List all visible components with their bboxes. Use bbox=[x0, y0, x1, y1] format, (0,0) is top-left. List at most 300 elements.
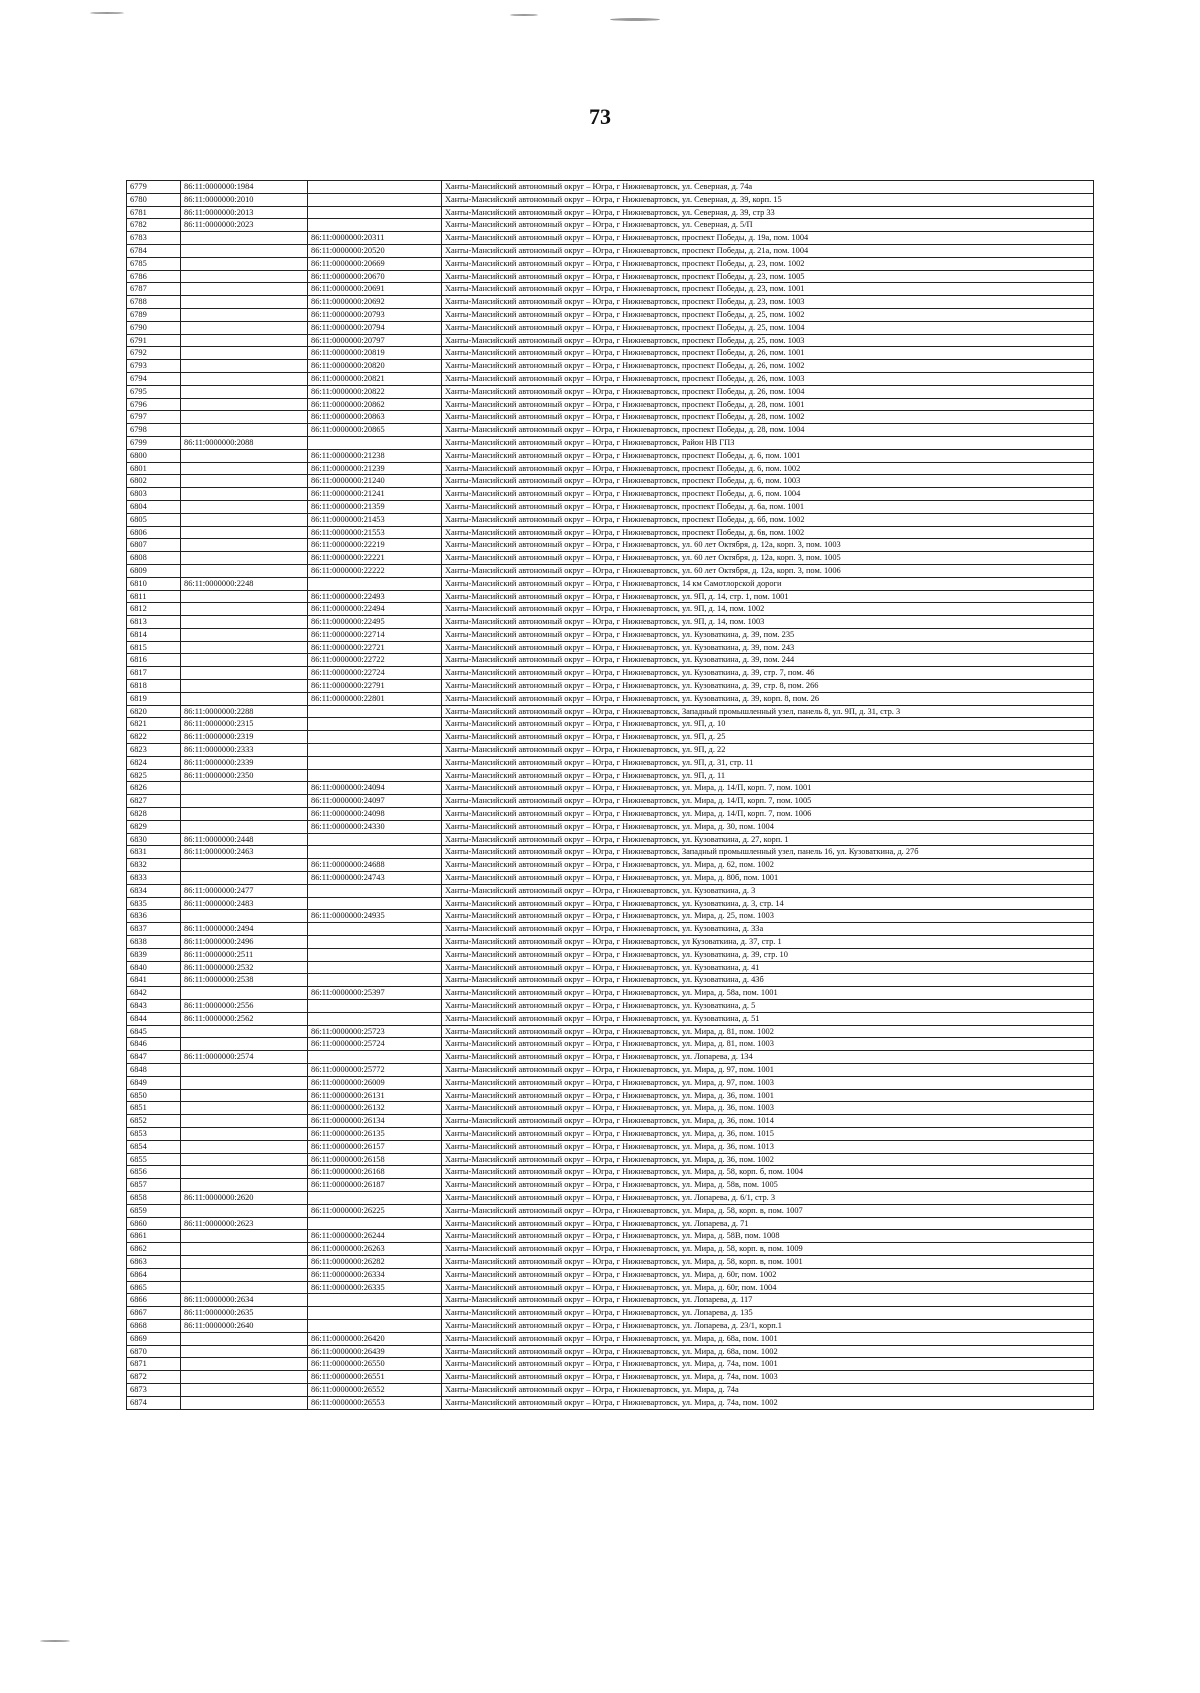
table-row bbox=[127, 1230, 1094, 1243]
object-number-cell: 86:11:0000000:20862 bbox=[308, 398, 442, 411]
object-number-cell bbox=[308, 974, 442, 987]
table-row bbox=[127, 1319, 1094, 1332]
object-number-cell: 86:11:0000000:24688 bbox=[308, 859, 442, 872]
parcel-number-cell bbox=[181, 1115, 308, 1128]
table-row bbox=[127, 513, 1094, 526]
object-number-cell bbox=[308, 756, 442, 769]
object-number-cell: 86:11:0000000:22714 bbox=[308, 628, 442, 641]
parcel-number-cell: 86:11:0000000:2350 bbox=[181, 769, 308, 782]
table-row bbox=[127, 411, 1094, 424]
address-cell: Ханты-Мансийский автономный округ – Югра, г Нижневартовск, ул. Лопарева, д. 134 bbox=[442, 1051, 1094, 1064]
address-cell: Ханты-Мансийский автономный округ – Югра, г Нижневартовск, проспект Победы, д. 19а, пом. 1004 bbox=[442, 232, 1094, 245]
table-row bbox=[127, 1166, 1094, 1179]
address-cell: Ханты-Мансийский автономный округ – Югра, г Нижневартовск, ул. 9П, д. 22 bbox=[442, 744, 1094, 757]
address-cell: Ханты-Мансийский автономный округ – Югра, г Нижневартовск, ул. Мира, д. 58, корп. в, пом. 1007 bbox=[442, 1204, 1094, 1217]
parcel-number-cell bbox=[181, 475, 308, 488]
row-number-cell: 6842 bbox=[127, 987, 181, 1000]
parcel-number-cell bbox=[181, 1371, 308, 1384]
table-row bbox=[127, 500, 1094, 513]
table-row bbox=[127, 1332, 1094, 1345]
row-number-cell: 6793 bbox=[127, 360, 181, 373]
object-number-cell bbox=[308, 897, 442, 910]
row-number-cell: 6871 bbox=[127, 1358, 181, 1371]
parcel-number-cell bbox=[181, 385, 308, 398]
parcel-number-cell bbox=[181, 1255, 308, 1268]
object-number-cell: 86:11:0000000:22221 bbox=[308, 552, 442, 565]
table-row bbox=[127, 1396, 1094, 1409]
table-row bbox=[127, 1217, 1094, 1230]
parcel-number-cell: 86:11:0000000:2339 bbox=[181, 756, 308, 769]
address-cell: Ханты-Мансийский автономный округ – Югра, г Нижневартовск, ул. Кузоваткина, д. 27, корп. 1 bbox=[442, 833, 1094, 846]
address-cell: Ханты-Мансийский автономный округ – Югра, г Нижневартовск, ул. Мира, д. 58, корп. б, пом. 1004 bbox=[442, 1166, 1094, 1179]
object-number-cell: 86:11:0000000:26009 bbox=[308, 1076, 442, 1089]
address-cell: Ханты-Мансийский автономный округ – Югра, г Нижневартовск, ул. Мира, д. 74а bbox=[442, 1383, 1094, 1396]
address-cell: Ханты-Мансийский автономный округ – Югра, г Нижневартовск, Район НВ ГПЗ bbox=[442, 436, 1094, 449]
table-row bbox=[127, 1307, 1094, 1320]
object-number-cell bbox=[308, 923, 442, 936]
address-cell: Ханты-Мансийский автономный округ – Югра, г Нижневартовск, проспект Победы, д. 28, пом. 1004 bbox=[442, 424, 1094, 437]
row-number-cell: 6849 bbox=[127, 1076, 181, 1089]
object-number-cell: 86:11:0000000:22724 bbox=[308, 667, 442, 680]
row-number-cell: 6813 bbox=[127, 616, 181, 629]
row-number-cell: 6826 bbox=[127, 782, 181, 795]
object-number-cell bbox=[308, 1307, 442, 1320]
address-cell: Ханты-Мансийский автономный округ – Югра, г Нижневартовск, проспект Победы, д. 25, пом. 1003 bbox=[442, 334, 1094, 347]
address-cell: Ханты-Мансийский автономный округ – Югра, г Нижневартовск, ул. Мира, д. 81, пом. 1003 bbox=[442, 1038, 1094, 1051]
object-number-cell: 86:11:0000000:26552 bbox=[308, 1383, 442, 1396]
row-number-cell: 6802 bbox=[127, 475, 181, 488]
object-number-cell: 86:11:0000000:20865 bbox=[308, 424, 442, 437]
address-cell: Ханты-Мансийский автономный округ – Югра, г Нижневартовск, ул. Мира, д. 97, пом. 1003 bbox=[442, 1076, 1094, 1089]
object-number-cell bbox=[308, 1000, 442, 1013]
table-row bbox=[127, 769, 1094, 782]
table-row bbox=[127, 859, 1094, 872]
parcel-number-cell bbox=[181, 910, 308, 923]
parcel-number-cell: 86:11:0000000:2640 bbox=[181, 1319, 308, 1332]
table-row bbox=[127, 948, 1094, 961]
row-number-cell: 6835 bbox=[127, 897, 181, 910]
parcel-number-cell bbox=[181, 257, 308, 270]
parcel-number-cell bbox=[181, 1281, 308, 1294]
scan-speck bbox=[90, 12, 124, 14]
row-number-cell: 6792 bbox=[127, 347, 181, 360]
table-row bbox=[127, 718, 1094, 731]
object-number-cell: 86:11:0000000:22721 bbox=[308, 641, 442, 654]
address-cell: Ханты-Мансийский автономный округ – Югра, г Нижневартовск, ул. Северная, д. 74а bbox=[442, 181, 1094, 194]
address-cell: Ханты-Мансийский автономный округ – Югра, г Нижневартовск, ул. Лопарева, д. 117 bbox=[442, 1294, 1094, 1307]
parcel-number-cell bbox=[181, 488, 308, 501]
object-number-cell: 86:11:0000000:24743 bbox=[308, 872, 442, 885]
registry-body bbox=[127, 181, 1094, 1410]
object-number-cell bbox=[308, 1319, 442, 1332]
parcel-number-cell: 86:11:0000000:2556 bbox=[181, 1000, 308, 1013]
table-row bbox=[127, 795, 1094, 808]
parcel-number-cell bbox=[181, 1268, 308, 1281]
table-row bbox=[127, 1371, 1094, 1384]
object-number-cell: 86:11:0000000:20820 bbox=[308, 360, 442, 373]
table-row bbox=[127, 1345, 1094, 1358]
parcel-number-cell bbox=[181, 782, 308, 795]
parcel-number-cell: 86:11:0000000:2288 bbox=[181, 705, 308, 718]
object-number-cell: 86:11:0000000:26134 bbox=[308, 1115, 442, 1128]
address-cell: Ханты-Мансийский автономный округ – Югра, г Нижневартовск, ул. Мира, д. 58, корп. в, пом. 1009 bbox=[442, 1243, 1094, 1256]
page-number: 73 bbox=[589, 104, 611, 129]
table-row bbox=[127, 1051, 1094, 1064]
row-number-cell: 6834 bbox=[127, 884, 181, 897]
object-number-cell: 86:11:0000000:21553 bbox=[308, 526, 442, 539]
parcel-number-cell bbox=[181, 820, 308, 833]
row-number-cell: 6815 bbox=[127, 641, 181, 654]
address-cell: Ханты-Мансийский автономный округ – Югра, г Нижневартовск, проспект Победы, д. 6, пом. 1003 bbox=[442, 475, 1094, 488]
object-number-cell bbox=[308, 436, 442, 449]
table-row bbox=[127, 436, 1094, 449]
address-cell: Ханты-Мансийский автономный округ – Югра, г Нижневартовск, проспект Победы, д. 21а, пом. 1004 bbox=[442, 244, 1094, 257]
object-number-cell: 86:11:0000000:26553 bbox=[308, 1396, 442, 1409]
address-cell: Ханты-Мансийский автономный округ – Югра, г Нижневартовск, проспект Победы, д. 6а, пом. 1001 bbox=[442, 500, 1094, 513]
row-number-cell: 6807 bbox=[127, 539, 181, 552]
parcel-number-cell bbox=[181, 283, 308, 296]
address-cell: Ханты-Мансийский автономный округ – Югра, г Нижневартовск, ул. Мира, д. 58а, пом. 1001 bbox=[442, 987, 1094, 1000]
row-number-cell: 6840 bbox=[127, 961, 181, 974]
row-number-cell: 6829 bbox=[127, 820, 181, 833]
table-row bbox=[127, 193, 1094, 206]
parcel-number-cell bbox=[181, 360, 308, 373]
row-number-cell: 6861 bbox=[127, 1230, 181, 1243]
parcel-number-cell bbox=[181, 552, 308, 565]
object-number-cell: 86:11:0000000:21238 bbox=[308, 449, 442, 462]
address-cell: Ханты-Мансийский автономный округ – Югра, г Нижневартовск, ул. Северная, д. 39, стр 33 bbox=[442, 206, 1094, 219]
object-number-cell bbox=[308, 731, 442, 744]
row-number-cell: 6828 bbox=[127, 808, 181, 821]
object-number-cell: 86:11:0000000:24935 bbox=[308, 910, 442, 923]
object-number-cell bbox=[308, 936, 442, 949]
address-cell: Ханты-Мансийский автономный округ – Югра, г Нижневартовск, ул. Кузоваткина, д. 51 bbox=[442, 1012, 1094, 1025]
parcel-number-cell: 86:11:0000000:2620 bbox=[181, 1191, 308, 1204]
row-number-cell: 6856 bbox=[127, 1166, 181, 1179]
row-number-cell: 6779 bbox=[127, 181, 181, 194]
object-number-cell: 86:11:0000000:22722 bbox=[308, 654, 442, 667]
object-number-cell: 86:11:0000000:21453 bbox=[308, 513, 442, 526]
table-row bbox=[127, 449, 1094, 462]
parcel-number-cell bbox=[181, 513, 308, 526]
table-row bbox=[127, 308, 1094, 321]
row-number-cell: 6857 bbox=[127, 1179, 181, 1192]
address-cell: Ханты-Мансийский автономный округ – Югра, г Нижневартовск, ул. Лопарева, д. 6/1, стр. 3 bbox=[442, 1191, 1094, 1204]
object-number-cell: 86:11:0000000:25397 bbox=[308, 987, 442, 1000]
row-number-cell: 6860 bbox=[127, 1217, 181, 1230]
address-cell: Ханты-Мансийский автономный округ – Югра, г Нижневартовск, ул. 9П, д. 31, стр. 11 bbox=[442, 756, 1094, 769]
row-number-cell: 6863 bbox=[127, 1255, 181, 1268]
parcel-number-cell: 86:11:0000000:2248 bbox=[181, 577, 308, 590]
table-row bbox=[127, 897, 1094, 910]
table-row bbox=[127, 756, 1094, 769]
row-number-cell: 6780 bbox=[127, 193, 181, 206]
address-cell: Ханты-Мансийский автономный округ – Югра, г Нижневартовск, ул. Мира, д. 36, пом. 1003 bbox=[442, 1102, 1094, 1115]
row-number-cell: 6816 bbox=[127, 654, 181, 667]
parcel-number-cell bbox=[181, 1204, 308, 1217]
row-number-cell: 6855 bbox=[127, 1153, 181, 1166]
address-cell: Ханты-Мансийский автономный округ – Югра, г Нижневартовск, проспект Победы, д. 23, пом. 1002 bbox=[442, 257, 1094, 270]
object-number-cell: 86:11:0000000:26132 bbox=[308, 1102, 442, 1115]
parcel-number-cell bbox=[181, 347, 308, 360]
row-number-cell: 6867 bbox=[127, 1307, 181, 1320]
table-row bbox=[127, 398, 1094, 411]
object-number-cell bbox=[308, 884, 442, 897]
row-number-cell: 6801 bbox=[127, 462, 181, 475]
table-row bbox=[127, 872, 1094, 885]
table-row bbox=[127, 667, 1094, 680]
table-row bbox=[127, 475, 1094, 488]
parcel-number-cell bbox=[181, 987, 308, 1000]
address-cell: Ханты-Мансийский автономный округ – Югра, г Нижневартовск, ул. Северная, д. 39, корп. 15 bbox=[442, 193, 1094, 206]
address-cell: Ханты-Мансийский автономный округ – Югра, г Нижневартовск, проспект Победы, д. 25, пом. 1004 bbox=[442, 321, 1094, 334]
object-number-cell: 86:11:0000000:26135 bbox=[308, 1127, 442, 1140]
table-row bbox=[127, 680, 1094, 693]
address-cell: Ханты-Мансийский автономный округ – Югра, г Нижневартовск, ул. Мира, д. 62, пом. 1002 bbox=[442, 859, 1094, 872]
row-number-cell: 6854 bbox=[127, 1140, 181, 1153]
address-cell: Ханты-Мансийский автономный округ – Югра, г Нижневартовск, ул. 9П, д. 14, стр. 1, пом. 1001 bbox=[442, 590, 1094, 603]
object-number-cell: 86:11:0000000:26550 bbox=[308, 1358, 442, 1371]
parcel-number-cell bbox=[181, 872, 308, 885]
parcel-number-cell bbox=[181, 424, 308, 437]
parcel-number-cell: 86:11:0000000:2483 bbox=[181, 897, 308, 910]
table-row bbox=[127, 654, 1094, 667]
address-cell: Ханты-Мансийский автономный округ – Югра, г Нижневартовск, ул. Мира, д. 81, пом. 1002 bbox=[442, 1025, 1094, 1038]
address-cell: Ханты-Мансийский автономный округ – Югра, г Нижневартовск, проспект Победы, д. 23, пом. 1003 bbox=[442, 296, 1094, 309]
table-row bbox=[127, 628, 1094, 641]
object-number-cell bbox=[308, 1217, 442, 1230]
row-number-cell: 6859 bbox=[127, 1204, 181, 1217]
table-row bbox=[127, 181, 1094, 194]
object-number-cell bbox=[308, 846, 442, 859]
address-cell: Ханты-Мансийский автономный округ – Югра, г Нижневартовск, ул. Мира, д. 74а, пом. 1001 bbox=[442, 1358, 1094, 1371]
table-row bbox=[127, 232, 1094, 245]
row-number-cell: 6812 bbox=[127, 603, 181, 616]
address-cell: Ханты-Мансийский автономный округ – Югра, г Нижневартовск, ул. Мира, д. 58, корп. в, пом. 1001 bbox=[442, 1255, 1094, 1268]
object-number-cell: 86:11:0000000:26420 bbox=[308, 1332, 442, 1345]
row-number-cell: 6851 bbox=[127, 1102, 181, 1115]
row-number-cell: 6794 bbox=[127, 372, 181, 385]
table-row bbox=[127, 1179, 1094, 1192]
object-number-cell: 86:11:0000000:22219 bbox=[308, 539, 442, 552]
row-number-cell: 6790 bbox=[127, 321, 181, 334]
parcel-number-cell bbox=[181, 1358, 308, 1371]
table-row bbox=[127, 744, 1094, 757]
object-number-cell: 86:11:0000000:25724 bbox=[308, 1038, 442, 1051]
parcel-number-cell: 86:11:0000000:2562 bbox=[181, 1012, 308, 1025]
parcel-number-cell bbox=[181, 308, 308, 321]
row-number-cell: 6783 bbox=[127, 232, 181, 245]
parcel-number-cell bbox=[181, 692, 308, 705]
table-row bbox=[127, 321, 1094, 334]
table-row bbox=[127, 1204, 1094, 1217]
row-number-cell: 6797 bbox=[127, 411, 181, 424]
parcel-number-cell bbox=[181, 1038, 308, 1051]
row-number-cell: 6831 bbox=[127, 846, 181, 859]
table-row bbox=[127, 1012, 1094, 1025]
table-row bbox=[127, 424, 1094, 437]
row-number-cell: 6808 bbox=[127, 552, 181, 565]
row-number-cell: 6845 bbox=[127, 1025, 181, 1038]
row-number-cell: 6817 bbox=[127, 667, 181, 680]
table-row bbox=[127, 782, 1094, 795]
parcel-number-cell bbox=[181, 1345, 308, 1358]
table-row bbox=[127, 385, 1094, 398]
row-number-cell: 6839 bbox=[127, 948, 181, 961]
parcel-number-cell: 86:11:0000000:2538 bbox=[181, 974, 308, 987]
address-cell: Ханты-Мансийский автономный округ – Югра, г Нижневартовск, проспект Победы, д. 28, пом. 1001 bbox=[442, 398, 1094, 411]
address-cell: Ханты-Мансийский автономный округ – Югра, г Нижневартовск, ул. Мира, д. 14/П, корп. 7, пом. 1006 bbox=[442, 808, 1094, 821]
parcel-number-cell: 86:11:0000000:2494 bbox=[181, 923, 308, 936]
address-cell: Ханты-Мансийский автономный округ – Югра, г Нижневартовск, ул. 9П, д. 14, пом. 1002 bbox=[442, 603, 1094, 616]
parcel-number-cell bbox=[181, 1140, 308, 1153]
object-number-cell: 86:11:0000000:24094 bbox=[308, 782, 442, 795]
parcel-number-cell: 86:11:0000000:2635 bbox=[181, 1307, 308, 1320]
row-number-cell: 6869 bbox=[127, 1332, 181, 1345]
address-cell: Ханты-Мансийский автономный округ – Югра, г Нижневартовск, проспект Победы, д. 23, пом. 1001 bbox=[442, 283, 1094, 296]
row-number-cell: 6821 bbox=[127, 718, 181, 731]
table-row bbox=[127, 692, 1094, 705]
table-row bbox=[127, 1191, 1094, 1204]
parcel-number-cell bbox=[181, 1230, 308, 1243]
object-number-cell: 86:11:0000000:20793 bbox=[308, 308, 442, 321]
address-cell: Ханты-Мансийский автономный округ – Югра, г Нижневартовск, Западный промышленный узел, панель 8, ул. 9П, д. 31, стр. 3 bbox=[442, 705, 1094, 718]
parcel-number-cell bbox=[181, 680, 308, 693]
table-row bbox=[127, 731, 1094, 744]
row-number-cell: 6818 bbox=[127, 680, 181, 693]
address-cell: Ханты-Мансийский автономный округ – Югра, г Нижневартовск, Западный промышленный узел, панель 16, ул. Кузоваткина, д. 27б bbox=[442, 846, 1094, 859]
table-row bbox=[127, 820, 1094, 833]
address-cell: Ханты-Мансийский автономный округ – Югра, г Нижневартовск, ул. Мира, д. 68а, пом. 1001 bbox=[442, 1332, 1094, 1345]
row-number-cell: 6844 bbox=[127, 1012, 181, 1025]
object-number-cell bbox=[308, 1294, 442, 1307]
address-cell: Ханты-Мансийский автономный округ – Югра, г Нижневартовск, ул. Мира, д. 80б, пом. 1001 bbox=[442, 872, 1094, 885]
row-number-cell: 6830 bbox=[127, 833, 181, 846]
row-number-cell: 6791 bbox=[127, 334, 181, 347]
object-number-cell: 86:11:0000000:22495 bbox=[308, 616, 442, 629]
row-number-cell: 6853 bbox=[127, 1127, 181, 1140]
parcel-number-cell bbox=[181, 859, 308, 872]
parcel-number-cell bbox=[181, 372, 308, 385]
object-number-cell: 86:11:0000000:21239 bbox=[308, 462, 442, 475]
table-row bbox=[127, 1358, 1094, 1371]
object-number-cell bbox=[308, 718, 442, 731]
object-number-cell: 86:11:0000000:22494 bbox=[308, 603, 442, 616]
parcel-number-cell: 86:11:0000000:2319 bbox=[181, 731, 308, 744]
address-cell: Ханты-Мансийский автономный округ – Югра, г Нижневартовск, ул. Кузоваткина, д. 3 bbox=[442, 884, 1094, 897]
object-number-cell: 86:11:0000000:21359 bbox=[308, 500, 442, 513]
table-row bbox=[127, 1089, 1094, 1102]
row-number-cell: 6810 bbox=[127, 577, 181, 590]
address-cell: Ханты-Мансийский автономный округ – Югра, г Нижневартовск, ул. Мира, д. 36, пом. 1013 bbox=[442, 1140, 1094, 1153]
object-number-cell: 86:11:0000000:26187 bbox=[308, 1179, 442, 1192]
table-row bbox=[127, 1000, 1094, 1013]
row-number-cell: 6868 bbox=[127, 1319, 181, 1332]
table-row bbox=[127, 372, 1094, 385]
address-cell: Ханты-Мансийский автономный округ – Югра, г Нижневартовск, ул. Кузоваткина, д. 43б bbox=[442, 974, 1094, 987]
object-number-cell: 86:11:0000000:20691 bbox=[308, 283, 442, 296]
parcel-number-cell bbox=[181, 590, 308, 603]
object-number-cell: 86:11:0000000:25723 bbox=[308, 1025, 442, 1038]
object-number-cell: 86:11:0000000:26157 bbox=[308, 1140, 442, 1153]
parcel-number-cell: 86:11:0000000:2333 bbox=[181, 744, 308, 757]
row-number-cell: 6795 bbox=[127, 385, 181, 398]
parcel-number-cell bbox=[181, 564, 308, 577]
address-cell: Ханты-Мансийский автономный округ – Югра, г Нижневартовск, ул. Мира, д. 14/П, корп. 7, пом. 1005 bbox=[442, 795, 1094, 808]
object-number-cell bbox=[308, 1012, 442, 1025]
parcel-number-cell: 86:11:0000000:2477 bbox=[181, 884, 308, 897]
row-number-cell: 6800 bbox=[127, 449, 181, 462]
object-number-cell bbox=[308, 769, 442, 782]
object-number-cell: 86:11:0000000:26158 bbox=[308, 1153, 442, 1166]
row-number-cell: 6786 bbox=[127, 270, 181, 283]
table-row bbox=[127, 884, 1094, 897]
object-number-cell bbox=[308, 961, 442, 974]
parcel-number-cell: 86:11:0000000:2623 bbox=[181, 1217, 308, 1230]
row-number-cell: 6874 bbox=[127, 1396, 181, 1409]
table-row bbox=[127, 1115, 1094, 1128]
table-row bbox=[127, 1281, 1094, 1294]
row-number-cell: 6781 bbox=[127, 206, 181, 219]
parcel-number-cell bbox=[181, 232, 308, 245]
address-cell: Ханты-Мансийский автономный округ – Югра, г Нижневартовск, ул. Мира, д. 36, пом. 1015 bbox=[442, 1127, 1094, 1140]
parcel-number-cell: 86:11:0000000:2315 bbox=[181, 718, 308, 731]
address-cell: Ханты-Мансийский автономный округ – Югра, г Нижневартовск, ул. 9П, д. 11 bbox=[442, 769, 1094, 782]
table-row bbox=[127, 219, 1094, 232]
parcel-number-cell: 86:11:0000000:2088 bbox=[181, 436, 308, 449]
table-row bbox=[127, 833, 1094, 846]
table-row bbox=[127, 641, 1094, 654]
address-cell: Ханты-Мансийский автономный округ – Югра, г Нижневартовск, ул. Северная, д. 5/П bbox=[442, 219, 1094, 232]
parcel-number-cell bbox=[181, 654, 308, 667]
table-row bbox=[127, 616, 1094, 629]
parcel-number-cell: 86:11:0000000:2013 bbox=[181, 206, 308, 219]
parcel-number-cell bbox=[181, 1166, 308, 1179]
address-cell: Ханты-Мансийский автономный округ – Югра, г Нижневартовск, ул. Мира, д. 36, пом. 1002 bbox=[442, 1153, 1094, 1166]
row-number-cell: 6796 bbox=[127, 398, 181, 411]
address-cell: Ханты-Мансийский автономный округ – Югра, г Нижневартовск, проспект Победы, д. 26, пом. 1002 bbox=[442, 360, 1094, 373]
table-row bbox=[127, 936, 1094, 949]
row-number-cell: 6823 bbox=[127, 744, 181, 757]
row-number-cell: 6798 bbox=[127, 424, 181, 437]
object-number-cell: 86:11:0000000:21241 bbox=[308, 488, 442, 501]
address-cell: Ханты-Мансийский автономный округ – Югра, г Нижневартовск, ул. Кузоваткина, д. 39, пом. 235 bbox=[442, 628, 1094, 641]
row-number-cell: 6847 bbox=[127, 1051, 181, 1064]
row-number-cell: 6787 bbox=[127, 283, 181, 296]
address-cell: Ханты-Мансийский автономный округ – Югра, г Нижневартовск, ул. 9П, д. 14, пом. 1003 bbox=[442, 616, 1094, 629]
table-row bbox=[127, 334, 1094, 347]
parcel-number-cell: 86:11:0000000:2463 bbox=[181, 846, 308, 859]
row-number-cell: 6799 bbox=[127, 436, 181, 449]
object-number-cell: 86:11:0000000:21240 bbox=[308, 475, 442, 488]
parcel-number-cell bbox=[181, 628, 308, 641]
table-row bbox=[127, 846, 1094, 859]
address-cell: Ханты-Мансийский автономный округ – Югра, г Нижневартовск, ул. Кузоваткина, д. 39, корп. 8, пом. 26 bbox=[442, 692, 1094, 705]
address-cell: Ханты-Мансийский автономный округ – Югра, г Нижневартовск, проспект Победы, д. 6, пом. 1001 bbox=[442, 449, 1094, 462]
table-row bbox=[127, 206, 1094, 219]
parcel-number-cell bbox=[181, 270, 308, 283]
address-cell: Ханты-Мансийский автономный округ – Югра, г Нижневартовск, ул. Мира, д. 14/П, корп. 7, пом. 1001 bbox=[442, 782, 1094, 795]
row-number-cell: 6864 bbox=[127, 1268, 181, 1281]
address-cell: Ханты-Мансийский автономный округ – Югра, г Нижневартовск, ул. Кузоваткина, д. 41 bbox=[442, 961, 1094, 974]
table-row bbox=[127, 1383, 1094, 1396]
parcel-number-cell bbox=[181, 398, 308, 411]
table-row bbox=[127, 257, 1094, 270]
parcel-number-cell bbox=[181, 296, 308, 309]
object-number-cell: 86:11:0000000:26439 bbox=[308, 1345, 442, 1358]
object-number-cell: 86:11:0000000:20794 bbox=[308, 321, 442, 334]
object-number-cell bbox=[308, 833, 442, 846]
